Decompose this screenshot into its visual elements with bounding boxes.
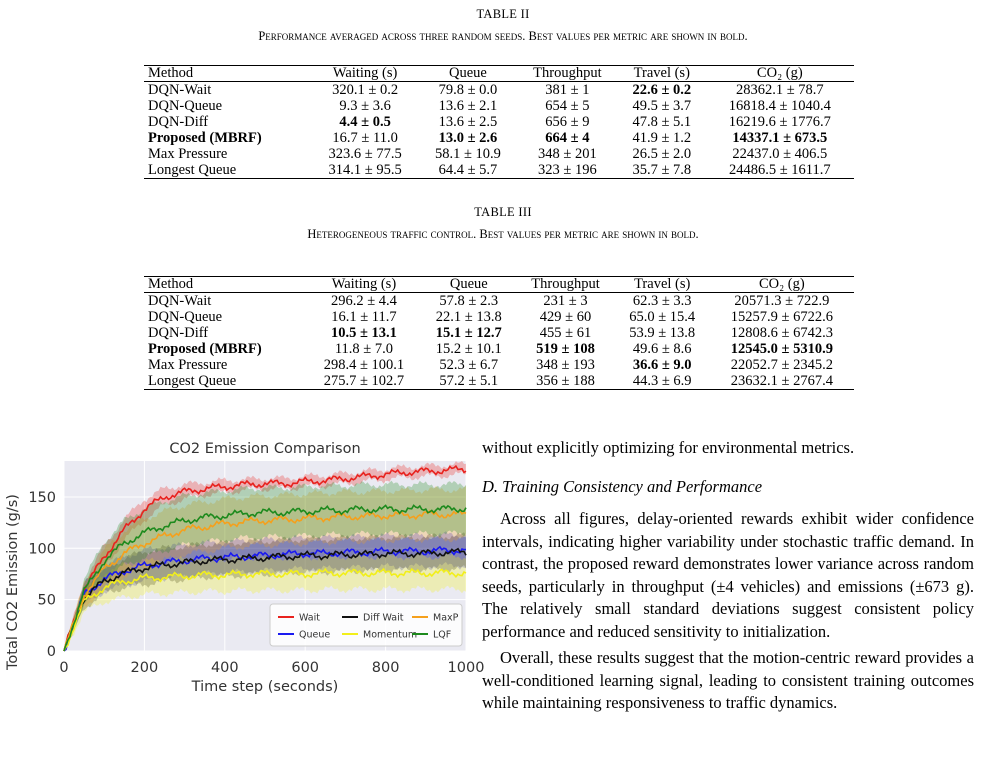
value-cell: 15.2 ± 10.1 <box>435 341 502 357</box>
table-row <box>144 130 854 146</box>
value-cell: 79.8 ± 0.0 <box>438 82 498 98</box>
table3-number: TABLE III <box>474 205 532 219</box>
table3 <box>144 276 854 390</box>
legend-label: Momentum <box>363 629 418 641</box>
x-tick-label: 400 <box>210 660 239 676</box>
value-cell: 4.4 ± 0.5 <box>339 114 391 130</box>
method-cell: Longest Queue <box>148 373 237 389</box>
chart-title: CO2 Emission Comparison <box>169 441 361 457</box>
value-cell: 35.7 ± 7.8 <box>632 162 692 178</box>
value-cell: 296.2 ± 4.4 <box>330 293 397 309</box>
value-cell: 348 ± 193 <box>536 357 595 373</box>
value-cell: 16219.6 ± 1776.7 <box>728 114 831 130</box>
value-cell: 13.0 ± 2.6 <box>438 130 498 146</box>
table2-caption: Performance averaged across three random seeds. Best values per metric are shown in bold. <box>258 29 748 43</box>
paragraph-1: Across all figures, delay-oriented rewards exhibit wider confidence intervals, indicating higher variability under stochastic traffic demand. In contrast, the proposed reward demonstrates lower variance across random seeds, particularly in throughput (±4 vehicles) and emissions (±673 g). The relatively small standard deviations suggest consistent policy performance and reduced sensitivity to initialization. <box>482 509 974 641</box>
value-cell: 24486.5 ± 1611.7 <box>728 162 831 178</box>
value-cell: 654 ± 5 <box>545 98 590 114</box>
value-cell: 9.3 ± 3.6 <box>339 98 391 114</box>
x-tick-label: 800 <box>371 660 400 676</box>
method-cell: DQN-Diff <box>148 114 209 130</box>
value-cell: 64.4 ± 5.7 <box>438 162 498 178</box>
value-cell: 36.6 ± 9.0 <box>632 357 692 373</box>
value-cell: 20571.3 ± 722.9 <box>734 293 830 309</box>
value-cell: 429 ± 60 <box>539 309 592 325</box>
value-cell: 11.8 ± 7.0 <box>334 341 394 357</box>
subsection-heading: D. Training Consistency and Performance <box>482 476 763 496</box>
column-header: Waiting (s) <box>332 65 398 81</box>
table-row <box>144 82 854 99</box>
x-axis-label: Time step (seconds) <box>191 679 339 695</box>
right-column <box>482 437 974 715</box>
table-row <box>144 357 854 373</box>
value-cell: 455 ± 61 <box>539 325 592 341</box>
value-cell: 381 ± 1 <box>545 82 590 98</box>
value-cell: 298.4 ± 100.1 <box>323 357 405 373</box>
value-cell: 49.5 ± 3.7 <box>632 98 692 114</box>
table-header-row <box>144 66 854 82</box>
value-cell: 12545.0 ± 5310.9 <box>730 341 833 357</box>
value-cell: 53.9 ± 13.8 <box>629 325 696 341</box>
table-header-row <box>144 277 854 293</box>
column-header: Travel (s) <box>633 65 690 81</box>
value-cell: 22.1 ± 13.8 <box>435 309 502 325</box>
column-header: Travel (s) <box>634 276 691 292</box>
column-header: CO₂ (g) <box>758 276 805 292</box>
method-cell: DQN-Wait <box>148 82 212 98</box>
table-row <box>144 162 854 179</box>
value-cell: 58.1 ± 10.9 <box>434 146 501 162</box>
column-header: Method <box>148 65 194 81</box>
column-header: Queue <box>449 276 488 292</box>
column-header: Waiting (s) <box>331 276 397 292</box>
y-tick-label: 0 <box>46 644 56 660</box>
value-cell: 664 ± 4 <box>545 130 590 146</box>
column-header: Method <box>148 276 194 292</box>
value-cell: 23632.1 ± 2767.4 <box>730 373 833 389</box>
value-cell: 13.6 ± 2.1 <box>438 98 498 114</box>
table-row <box>144 293 854 310</box>
x-tick-label: 200 <box>130 660 159 676</box>
value-cell: 52.3 ± 6.7 <box>439 357 499 373</box>
value-cell: 22437.0 ± 406.5 <box>732 146 828 162</box>
column-header: Throughput <box>531 276 600 292</box>
y-tick-label: 150 <box>28 489 56 506</box>
column-header: CO₂ (g) <box>756 65 803 81</box>
table-row <box>144 325 854 341</box>
method-cell: Longest Queue <box>148 162 237 178</box>
value-cell: 65.0 ± 15.4 <box>629 309 696 325</box>
table2-number: TABLE II <box>476 7 530 21</box>
legend-label: MaxP <box>433 612 459 624</box>
value-cell: 14337.1 ± 673.5 <box>732 130 828 146</box>
method-cell: Max Pressure <box>148 146 228 162</box>
value-cell: 26.5 ± 2.0 <box>632 146 692 162</box>
value-cell: 12808.6 ± 6742.3 <box>730 325 833 341</box>
value-cell: 22052.7 ± 2345.2 <box>730 357 833 373</box>
value-cell: 275.7 ± 102.7 <box>323 373 405 389</box>
value-cell: 320.1 ± 0.2 <box>332 82 399 98</box>
value-cell: 57.8 ± 2.3 <box>439 293 499 309</box>
value-cell: 314.1 ± 95.5 <box>328 162 402 178</box>
value-cell: 22.6 ± 0.2 <box>632 82 692 98</box>
value-cell: 16818.4 ± 1040.4 <box>728 98 831 114</box>
value-cell: 323.6 ± 77.5 <box>328 146 402 162</box>
legend-label: Diff Wait <box>363 612 404 624</box>
method-cell: DQN-Diff <box>148 325 209 341</box>
co2-figure <box>0 438 485 757</box>
value-cell: 47.8 ± 5.1 <box>632 114 692 130</box>
value-cell: 57.2 ± 5.1 <box>439 373 499 389</box>
x-tick-label: 1000 <box>447 660 485 676</box>
table-row <box>144 146 854 162</box>
table-row <box>144 98 854 114</box>
legend-label: LQF <box>433 629 452 641</box>
table2 <box>144 65 854 179</box>
method-cell: Max Pressure <box>148 357 228 373</box>
table3-caption: Heterogeneous traffic control. Best values per metric are shown in bold. <box>307 227 699 241</box>
x-tick-label: 600 <box>291 660 320 676</box>
method-cell: Proposed (MBRF) <box>148 341 262 357</box>
value-cell: 348 ± 201 <box>538 146 597 162</box>
value-cell: 62.3 ± 3.3 <box>632 293 692 309</box>
table-row <box>144 114 854 130</box>
method-cell: DQN-Queue <box>148 98 223 114</box>
value-cell: 28362.1 ± 78.7 <box>735 82 824 98</box>
table-row <box>144 309 854 325</box>
table-row <box>144 373 854 390</box>
legend-label: Queue <box>299 629 331 641</box>
legend-label: Wait <box>299 612 320 624</box>
x-tick-label: 0 <box>59 660 69 676</box>
value-cell: 15.1 ± 12.7 <box>435 325 502 341</box>
y-axis-label: Total CO2 Emission (g/s) <box>5 494 21 670</box>
lead-sentence: without explicitly optimizing for environmental metrics. <box>482 438 855 457</box>
value-cell: 356 ± 188 <box>536 373 595 389</box>
value-cell: 10.5 ± 13.1 <box>330 325 397 341</box>
value-cell: 519 ± 108 <box>536 341 595 357</box>
value-cell: 16.7 ± 11.0 <box>332 130 398 146</box>
paragraph-2: Overall, these results suggest that the motion-centric reward provides a well-conditioned learning signal, leading to consistent training outcomes while maintaining responsiveness to traffic dynamics. <box>482 648 974 712</box>
method-cell: Proposed (MBRF) <box>148 130 262 146</box>
value-cell: 13.6 ± 2.5 <box>438 114 498 130</box>
value-cell: 49.6 ± 8.6 <box>632 341 692 357</box>
table-row <box>144 341 854 357</box>
method-cell: DQN-Queue <box>148 309 223 325</box>
value-cell: 41.9 ± 1.2 <box>632 130 692 146</box>
value-cell: 44.3 ± 6.9 <box>632 373 692 389</box>
value-cell: 323 ± 196 <box>538 162 597 178</box>
method-cell: DQN-Wait <box>148 293 212 309</box>
y-tick-label: 100 <box>28 541 56 558</box>
co2-chart <box>0 438 485 757</box>
y-tick-label: 50 <box>37 592 56 609</box>
column-header: Queue <box>449 65 487 81</box>
value-cell: 231 ± 3 <box>543 293 588 309</box>
value-cell: 656 ± 9 <box>545 114 590 130</box>
column-header: Throughput <box>533 65 602 81</box>
value-cell: 15257.9 ± 6722.6 <box>730 309 833 325</box>
value-cell: 16.1 ± 11.7 <box>331 309 397 325</box>
